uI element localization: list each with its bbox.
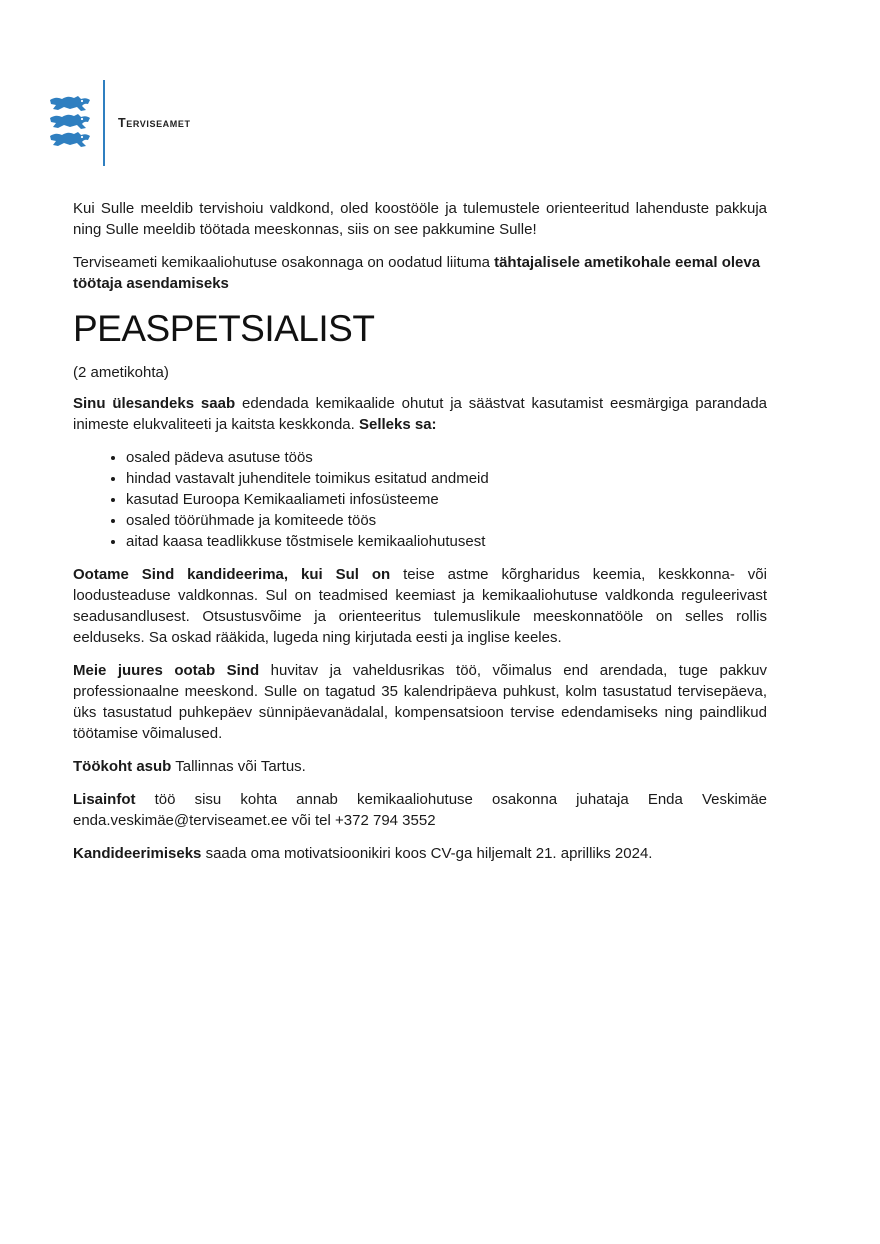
intro-position-paragraph [73, 252, 767, 294]
header-divider [103, 80, 105, 166]
requirements-lead: Ootame Sind kandideerima, kui Sul on [73, 566, 391, 583]
offer-lead: Meie juures ootab Sind [73, 662, 260, 679]
apply-paragraph [73, 843, 767, 864]
apply-text: saada oma motivatsioonikiri koos CV-ga hiljemalt 21. aprilliks 2024. [201, 845, 653, 862]
list-item: • osaled pädeva asutuse töös [126, 447, 767, 468]
location-text: Tallinnas või Tartus. [171, 758, 306, 775]
info-lead: Lisainfot [73, 791, 136, 808]
tasks-list [73, 447, 767, 552]
org-name: Terviseamet [118, 116, 191, 130]
subtitle: (2 ametikohta) [73, 364, 169, 381]
three-lions-crest-icon [48, 94, 92, 152]
list-item: • hindad vastavalt juhenditele toimikus esitatud andmeid [126, 468, 767, 489]
info-text: töö sisu kohta annab kemikaaliohutuse osakonna juhataja Enda Veskimäe enda.veskimäe@terviseamet.ee või tel +372 794 3552 [73, 791, 767, 829]
apply-lead: Kandideerimiseks [73, 845, 202, 862]
intro-position-bold: tähtajalisele ametikohale eemal oleva töötaja asendamiseks [73, 254, 761, 292]
page-title: PEASPETSIALIST [73, 308, 375, 349]
location-paragraph [73, 756, 767, 777]
requirements-paragraph [73, 564, 767, 648]
info-paragraph [73, 789, 767, 831]
list-item: • aitad kaasa teadlikkuse tõstmisele kemikaaliohutusest [126, 531, 767, 552]
tasks-text: edendada kemikaalide ohutut ja säästvat kasutamist eesmärgiga parandada inimeste elukvaliteeti ja kaitsta keskkonda. [73, 395, 767, 433]
tasks-paragraph [73, 393, 767, 435]
offer-paragraph [73, 660, 767, 744]
tasks-lead-2: Selleks sa: [358, 416, 437, 433]
intro-position-text: Terviseameti kemikaaliohutuse osakonnaga on oodatud liituma [73, 254, 495, 271]
list-item: • osaled töörühmade ja komiteede töös [126, 510, 767, 531]
tasks-lead: Sinu ülesandeks saab [73, 395, 236, 412]
list-item: • kasutad Euroopa Kemikaaliameti infosüsteeme [126, 489, 767, 510]
intro-paragraph: Kui Sulle meeldib tervishoiu valdkond, oled koostööle ja tulemustele orienteeritud lahenduste pakkuja ning Sulle meeldib töötada meeskonnas, siis on see pakkumine Sulle! [73, 200, 767, 238]
requirements-text: teise astme kõrgharidus keemia, keskkonna- või loodusteaduse valdkonnas. Sul on teadmised keemiast ja kemikaaliohutuse valdkonda reguleerivast seadusandlusest. Otsustusvõime ja orienteeritus tulemuslikule meeskonnatööle on selles rollis eelduseks. Sa oskad rääkida, lugeda ning kirjutada eesti ja inglise keeles. [73, 566, 767, 646]
location-lead: Töökoht asub [73, 758, 172, 775]
offer-text: huvitav ja vaheldusrikas töö, võimalus end arendada, tuge pakkuv professionaalne meeskond. Sulle on tagatud 35 kalendripäeva puhkust, kolm tasustatud tervisepäeva, üks tasustatud puhkepäev sünnipäevanädalal, kompensatsioon tervise edendamiseks ning paindlikud töötamise võimalused. [73, 662, 767, 742]
document-body [73, 198, 767, 876]
header [48, 80, 348, 166]
